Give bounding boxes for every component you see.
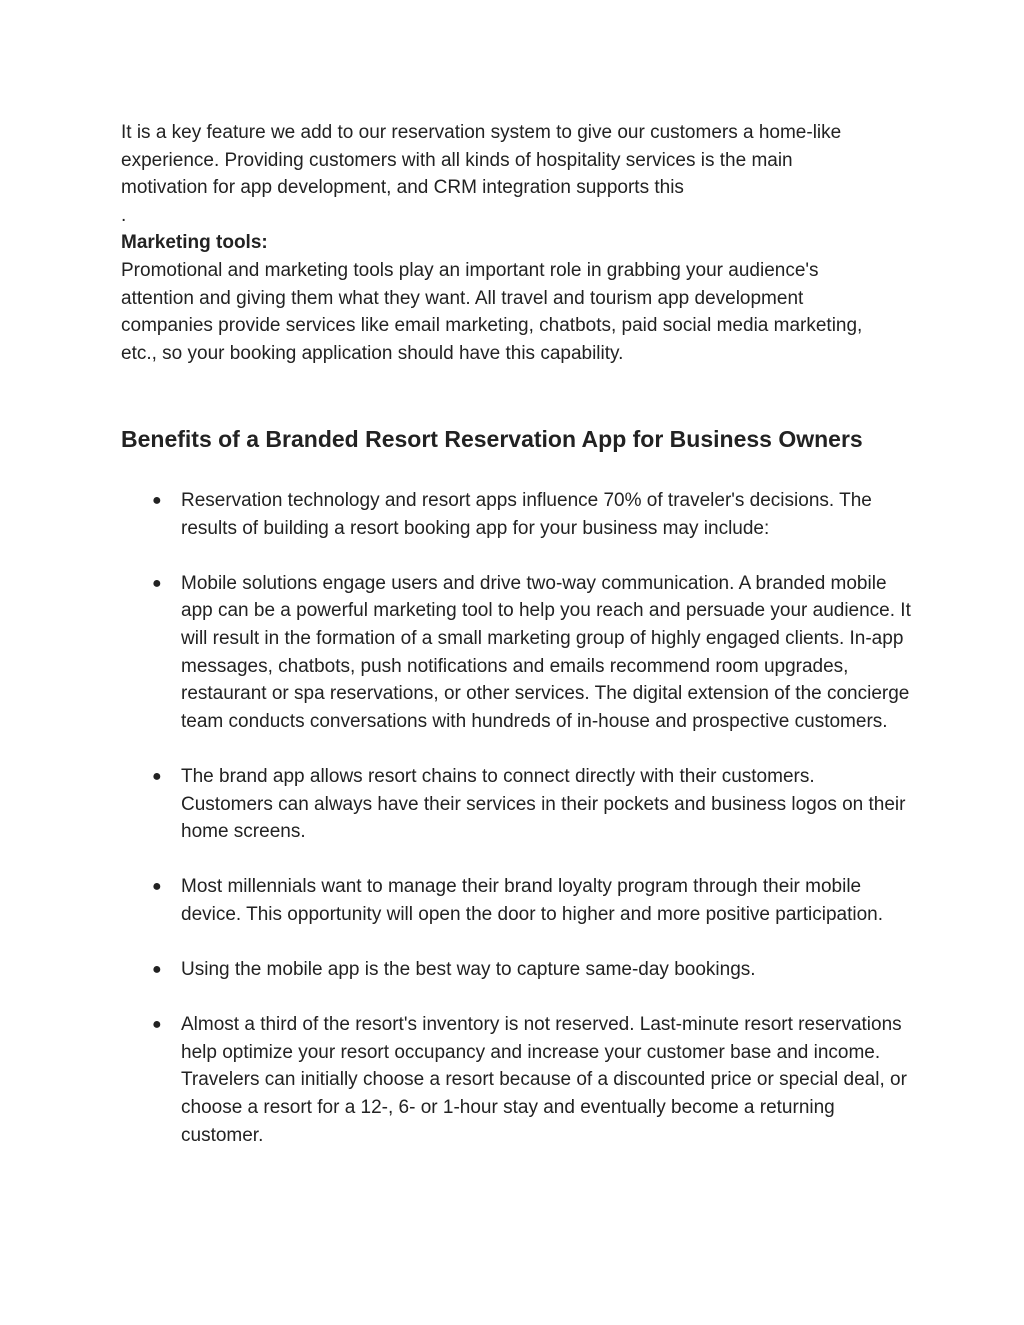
crm-paragraph: It is a key feature we add to our reservation system to give our customers a home-like experience. Providing customers with all kinds of hospitality services is the main motivation for app development, and CRM integration supports this — [121, 122, 842, 199]
list-item-text: Mobile solutions engage users and drive two-way communication. A branded mobile app can be a powerful marketing tool to help you reach and persuade your audience. It will result in the formation of a small marketing group of highly engaged clients. In-app messages, chatbots, push notifications and emails recommend room upgrades, restaurant or spa reservations, or other services. The digital extension of the concierge team conducts conversations with hundreds of in-house and prospective customers. — [181, 572, 911, 732]
marketing-paragraph: Promotional and marketing tools play an important role in grabbing your audience's attention and giving them what they want. All travel and tourism app development companies provide services like email marketing, chatbots, paid social media marketing, etc., so your booking application should have this capability. — [121, 259, 863, 364]
bullet-icon: ● — [152, 961, 162, 979]
list-item — [121, 570, 911, 736]
document-page — [121, 119, 911, 1146]
list-item — [121, 873, 911, 928]
list-item-text: Reservation technology and resort apps influence 70% of traveler's decisions. The results of building a resort booking app for your business may include: — [181, 490, 872, 539]
list-item-text: Using the mobile app is the best way to capture same-day bookings. — [181, 959, 756, 981]
bullet-icon: ● — [152, 1016, 162, 1034]
list-item — [121, 1011, 911, 1149]
list-item — [121, 956, 911, 984]
list-item-text: Almost a third of the resort's inventory is not reserved. Last-minute resort reservations help optimize your resort occupancy and increase your customer base and income. Travelers can initially choose a resort because of a discounted price or special deal, or choose a resort for a 12-, 6- or 1-hour stay and eventually become a returning customer. — [181, 1014, 907, 1146]
bullet-icon: ● — [152, 878, 162, 896]
bullet-icon: ● — [152, 492, 162, 509]
bullet-icon: ● — [152, 574, 162, 592]
list-item-text: The brand app allows resort chains to connect directly with their customers. Customers can always have their services in their pockets and business logos on their home screens. — [181, 765, 906, 843]
list-item-text: Most millennials want to manage their brand loyalty program through their mobile device. This opportunity will open the door to higher and more positive participation. — [181, 876, 883, 925]
stray-dot: . — [121, 204, 127, 226]
benefits-heading: Benefits of a Branded Resort Reservation App for Business Owners — [121, 426, 863, 452]
bullet-icon: ● — [152, 767, 162, 785]
list-item — [121, 487, 911, 542]
list-item — [121, 763, 911, 846]
benefits-list — [121, 487, 911, 1177]
marketing-tools-title: Marketing tools: — [121, 232, 268, 254]
